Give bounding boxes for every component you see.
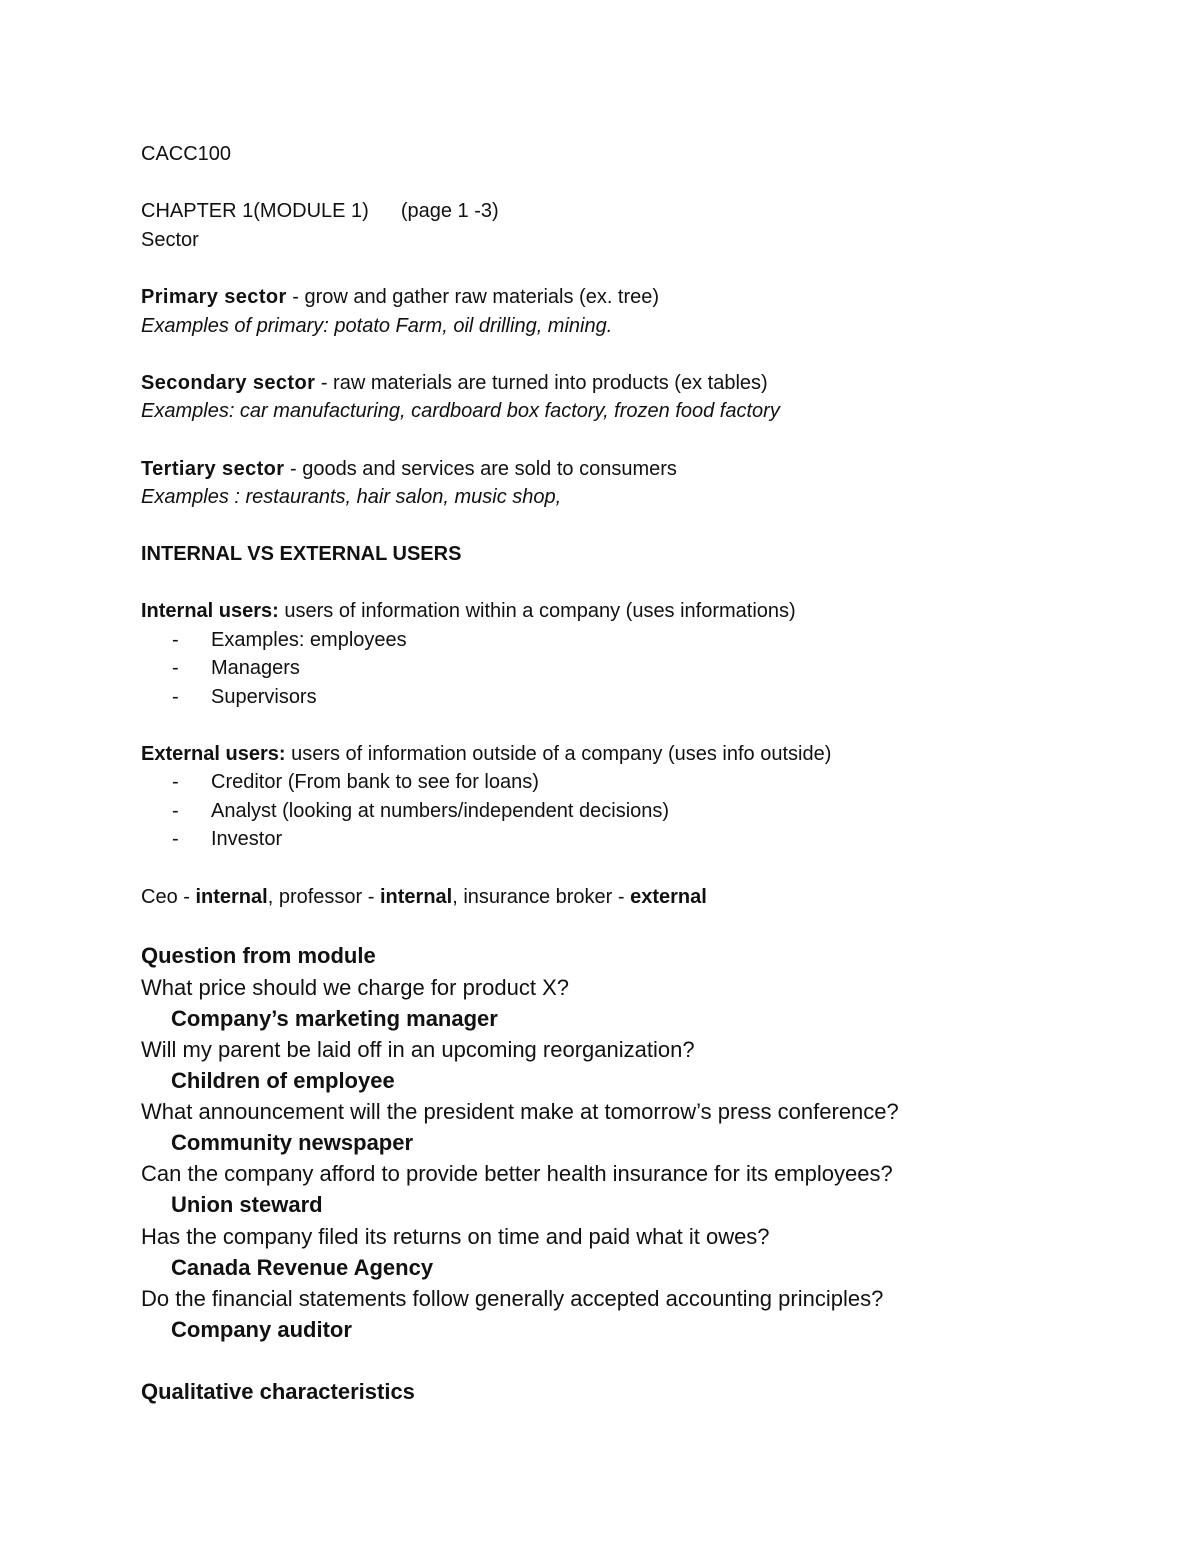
primary-sector-examples: Examples of primary: potato Farm, oil drilling, mining. xyxy=(141,315,613,337)
question-text: What price should we charge for product X? xyxy=(141,975,570,1000)
answer-text: Community newspaper xyxy=(171,1130,414,1155)
answer-text: Company’s marketing manager xyxy=(171,1006,498,1031)
module-heading: Question from module xyxy=(141,943,376,968)
tertiary-sector-examples: Examples : restaurants, hair salon, music shop, xyxy=(141,486,562,508)
tertiary-sector-definition: - goods and services are sold to consumers xyxy=(284,458,677,480)
tertiary-sector-term: Tertiary sector xyxy=(141,458,285,480)
course-code: CACC100 xyxy=(141,143,232,165)
answer-text: Children of employee xyxy=(171,1068,395,1093)
users-heading: INTERNAL VS EXTERNAL USERS xyxy=(141,543,462,565)
external-users-line xyxy=(141,742,831,766)
primary-sector-term: Primary sector xyxy=(141,286,287,308)
chapter-title: CHAPTER 1(MODULE 1) xyxy=(141,200,369,222)
sector-heading: Sector xyxy=(141,229,199,251)
tertiary-sector-line xyxy=(141,457,677,481)
internal-users-definition: users of information within a company (uses informations) xyxy=(278,600,796,622)
qualitative-heading: Qualitative characteristics xyxy=(141,1379,415,1404)
list-item: - Creditor (From bank to see for loans) xyxy=(172,771,539,793)
question-text: What announcement will the president make at tomorrow’s press conference? xyxy=(141,1099,899,1124)
question-text: Will my parent be laid off in an upcoming reorganization? xyxy=(141,1037,695,1062)
secondary-sector-line xyxy=(141,371,768,395)
internal-users-term: Internal users: xyxy=(141,600,279,622)
secondary-sector-term: Secondary sector xyxy=(141,372,316,394)
secondary-sector-definition: - raw materials are turned into products (ex tables) xyxy=(315,372,768,394)
list-item: - Managers xyxy=(172,657,300,679)
question-text: Has the company filed its returns on time and paid what it owes? xyxy=(141,1224,770,1249)
roles-line: Ceo - internal, professor - internal, insurance broker - external xyxy=(141,886,707,908)
external-users-definition: users of information outside of a company (uses info outside) xyxy=(285,743,832,765)
primary-sector-definition: - grow and gather raw materials (ex. tree) xyxy=(286,286,660,308)
answer-text: Union steward xyxy=(171,1192,323,1217)
primary-sector-line xyxy=(141,285,659,309)
chapter-pages: (page 1 -3) xyxy=(400,200,499,222)
list-item: - Analyst (looking at numbers/independent decisions) xyxy=(172,800,670,822)
list-item: - Examples: employees xyxy=(172,629,407,651)
list-item: - Investor xyxy=(172,828,283,850)
question-text: Do the financial statements follow generally accepted accounting principles? xyxy=(141,1286,884,1311)
chapter-title-line xyxy=(141,199,499,223)
list-item: - Supervisors xyxy=(172,686,317,708)
answer-text: Company auditor xyxy=(171,1317,352,1342)
external-users-term: External users: xyxy=(141,743,286,765)
secondary-sector-examples: Examples: car manufacturing, cardboard box factory, frozen food factory xyxy=(141,400,780,422)
internal-users-line xyxy=(141,599,796,623)
answer-text: Canada Revenue Agency xyxy=(171,1255,434,1280)
question-text: Can the company afford to provide better health insurance for its employees? xyxy=(141,1161,893,1186)
